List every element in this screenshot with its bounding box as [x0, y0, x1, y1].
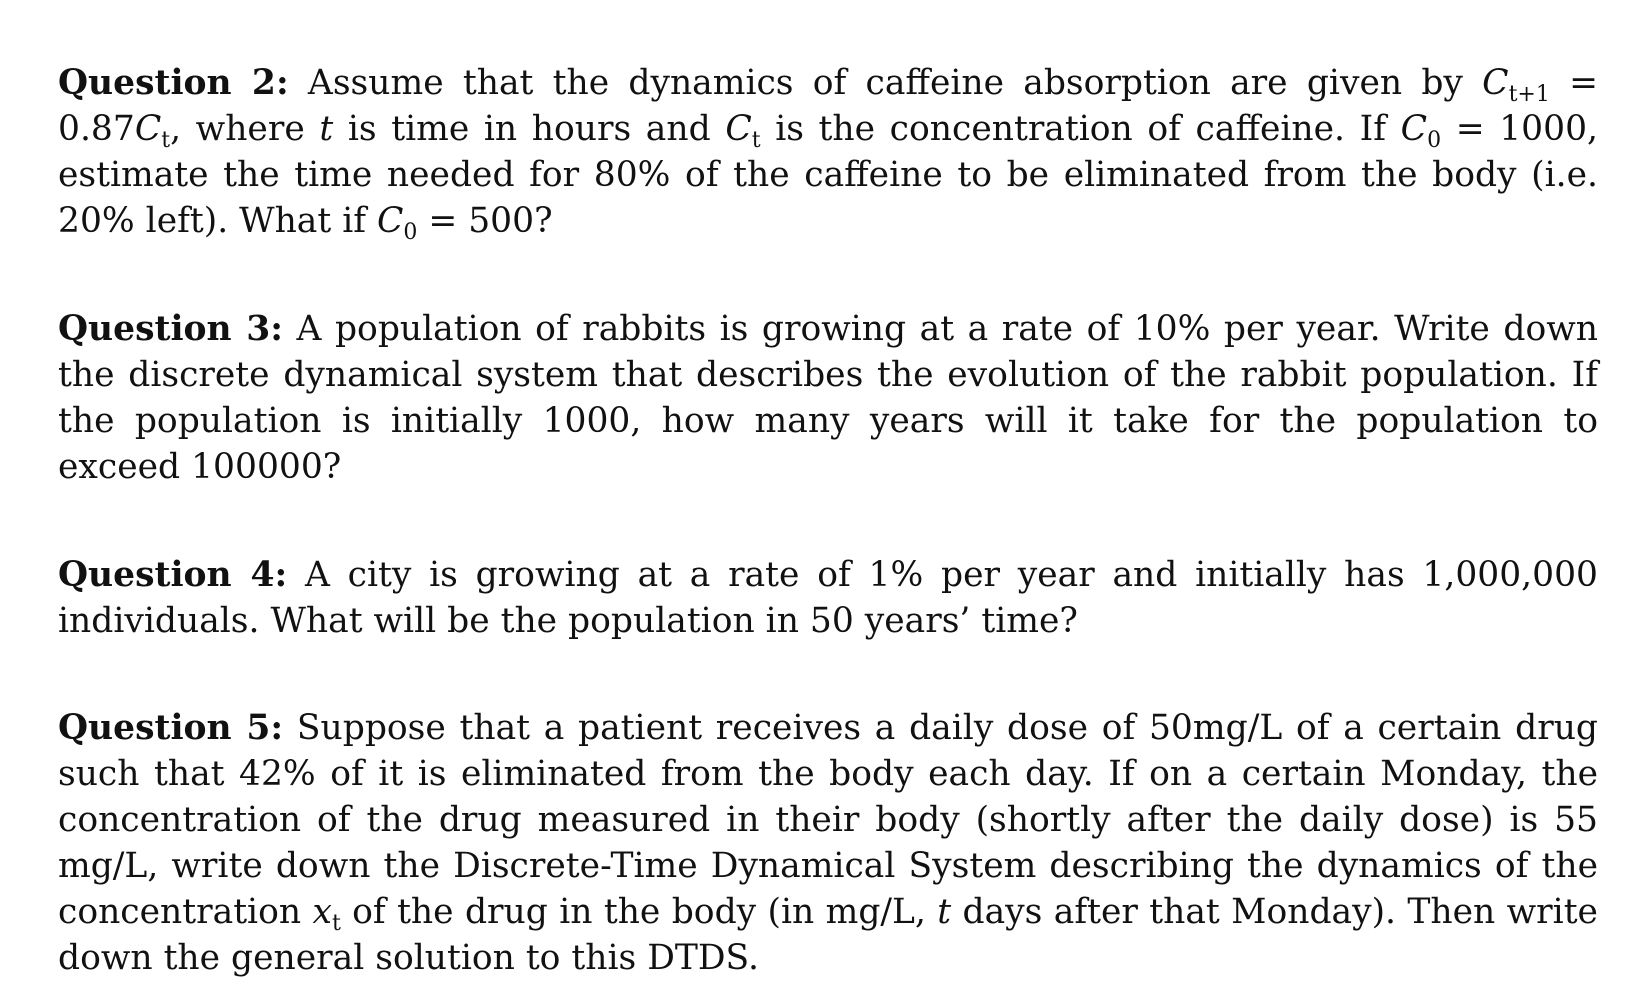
question-label: Question 4:: [58, 555, 288, 595]
question-label: Question 5:: [58, 708, 284, 748]
question-2: Question 2: Assume that the dynamics of caffeine absorption are given by $C_{t+1} = 0.87C_t$, where t is time in hours and $C_t$ is the concentration of caffeine. If $C_0 = 1000$, estimate the time needed for 80% of the caffeine to be eliminated from the body (i.e. 20% left). What if $C_0 = 500$?: [58, 63, 1598, 245]
question-label: Question 3:: [58, 309, 283, 349]
initial-condition-500: $C_0 = 500$?: [376, 201, 553, 245]
variable-x-t: $x_t$: [312, 892, 341, 936]
question-label: Question 2:: [58, 63, 289, 103]
question-4: Question 4: A city is growing at a rate of 1% per year and initially has 1,000,000 individuals. What will be the population in 50 years’ time?: [58, 555, 1598, 641]
question-5: Question 5: Suppose that a patient receives a daily dose of 50mg/L of a certain drug such that 42% of it is eliminated from the body each day. If on a certain Monday, the concentration of the drug measured in their body (shortly after the daily dose) is 55 mg/L, write down the Discrete-Time Dynamical System describing the dynamics of the concentration $x_t$ of the drug in the body (in mg/L, t days after that Monday). Then write down the general solution to this DTDS.: [58, 708, 1599, 978]
initial-condition-1000: $C_0 = 1000$: [1400, 109, 1588, 153]
clipped-previous-line: [58, 0, 1598, 6]
equation-caffeine-dynamics: $C_{t+1} = 0.87C_t$: [58, 63, 1598, 153]
question-3: Question 3: A population of rabbits is growing at a rate of 10% per year. Write down the discrete dynamical system that describes the evolution of the rabbit population. If the population is initially 1000, how many years will it take for the population to exceed 100000?: [58, 309, 1599, 487]
